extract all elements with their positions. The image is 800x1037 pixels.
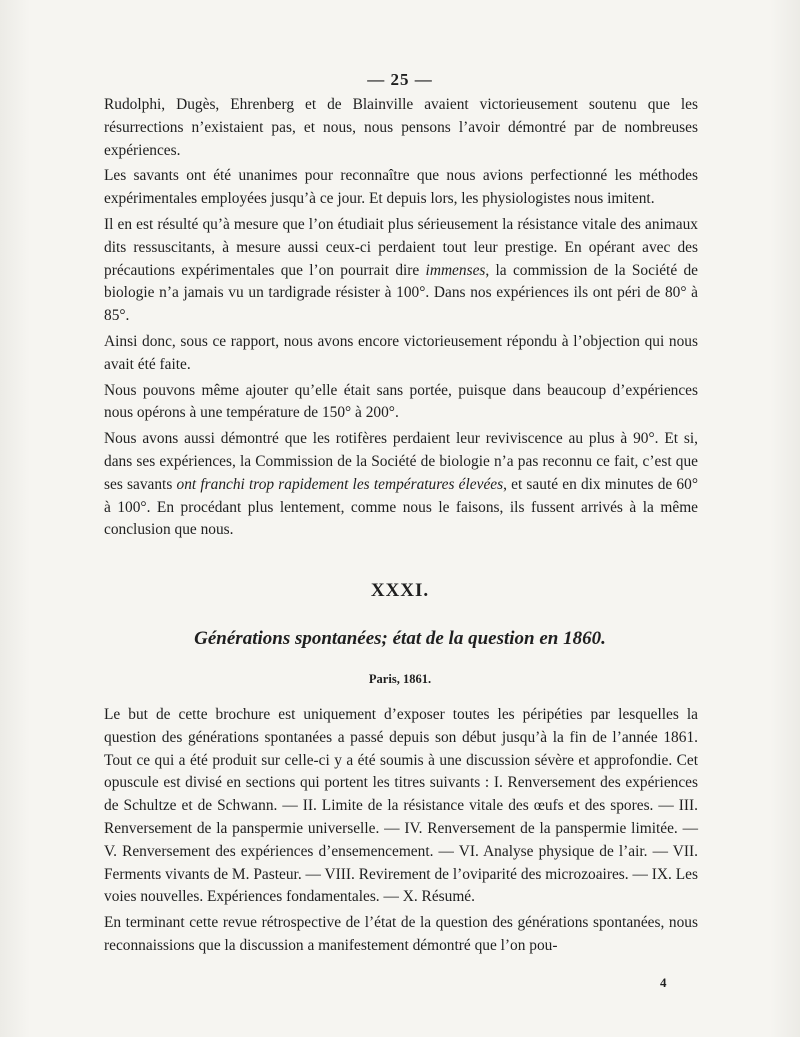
- paragraph: [104, 704, 698, 909]
- section-place-date: Paris, 1861.: [368, 672, 432, 686]
- signature-mark: 4: [660, 975, 667, 990]
- italic-text: ont franchi trop rapidement les températures élevées: [176, 475, 504, 493]
- text-run: Nous avons aussi démontré que les rotifères perdaient leur reviviscence au plus à 90°. Et si, dans ses expériences, la Commission de la Société de biologie n’a pas reconnu ce fait, c’est que ses savants: [104, 430, 698, 493]
- text-run: Rudolphi, Dugès, Ehrenberg et de Blainville avaient victorieusement soutenu que les résurrections n’existaient pas, et nous, nous pensons l’avoir démontré par de nombreuses expériences.: [104, 96, 698, 159]
- page-number: — 25 —: [367, 70, 433, 89]
- paragraph: [104, 331, 698, 377]
- paragraph: [104, 94, 698, 162]
- text-run: Les savants ont été unanimes pour reconnaître que nous avions perfectionné les méthodes expérimentales employées jusqu’à ce jour. Et depuis lors, les physiologistes nous imitent.: [104, 167, 698, 208]
- section-number: XXXI.: [370, 580, 430, 601]
- top-text-block: [104, 94, 698, 545]
- text-run: , la commission de la Société de biologie n’a jamais vu un tardigrade résister à 100°. Dans nos expériences ils ont péri de 80° à 85°.: [104, 261, 698, 325]
- italic-text: immenses: [425, 261, 486, 279]
- paragraph: [104, 214, 698, 328]
- text-run: Le but de cette brochure est uniquement d’exposer toutes les péripéties par lesquelles la question des générations spontanées a passé depuis son début jusqu’à la fin de l’année 1861. Tout ce qui a été produit sur celle-ci y a été soumis à une discussion sévère et approfondie. Cet opuscule est divisé en sections qui portent les titres suivants : I. Renversement des expériences de Schultze et de Schwann. — II. Limite de la résistance vitale des œufs et des spores. — III. Renversement de la panspermie universelle. — IV. Renversement de la panspermie limitée. — V. Renversement des expériences d’ensemencement. — VI. Analyse physique de l’air. — VII. Ferments vivants de M. Pasteur. — VIII. Revirement de l’oviparité des microzoaires. — IX. Les voies nouvelles. Expériences fondamentales. — X. Résumé.: [104, 706, 698, 906]
- paragraph: [104, 380, 698, 426]
- text-run: , et sauté en dix minutes de 60° à 100°. En procédant plus lentement, comme nous le faisons, ils fussent arrivés à la même conclusion que nous.: [104, 475, 698, 539]
- section-title: Générations spontanées; état de la question en 1860.: [194, 628, 606, 649]
- text-run: En terminant cette revue rétrospective de l’état de la question des générations spontanées, nous reconnaissions que la discussion a manifestement démontré que l’on pou-: [104, 914, 698, 954]
- bottom-text-block: [104, 704, 698, 961]
- text-run: Il en est résulté qu’à mesure que l’on étudiait plus sérieusement la résistance vitale des animaux dits ressuscitants, à mesure aussi ceux-ci perdaient tout leur prestige. En opérant avec des précautions expérimentales que l’on pourrait dire: [104, 215, 698, 279]
- paragraph: [104, 912, 698, 958]
- paragraph: [104, 428, 698, 542]
- paragraph: [104, 165, 698, 211]
- text-run: Ainsi donc, sous ce rapport, nous avons encore victorieusement répondu à l’objection qui nous avait été faite.: [104, 332, 698, 373]
- text-run: Nous pouvons même ajouter qu’elle était sans portée, puisque dans beaucoup d’expériences nous opérons à une température de 150° à 200°.: [104, 381, 698, 422]
